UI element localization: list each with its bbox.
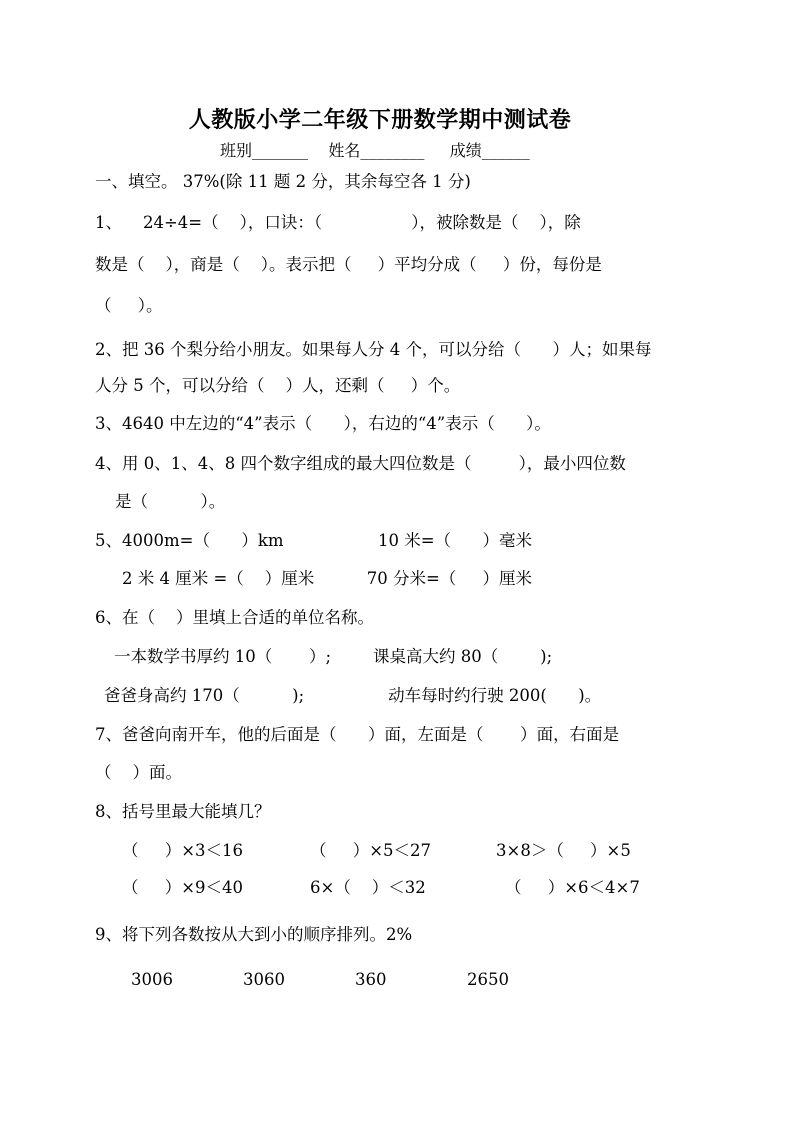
- question-2-line-2: 人分 5 个，可以分给（ ）人，还剩（ ）个。: [95, 376, 461, 395]
- question-3-line-1: 3、4640 中左边的“4”表示（ ），右边的“4”表示（ ）。: [95, 414, 551, 433]
- question-1-line-2: 数是（ ），商是（ ）。表示把（ ）平均分成（ ）份，每份是: [95, 255, 602, 274]
- question-2-line-1: 2、把 36 个梨分给小朋友。如果每人分 4 个，可以分给（ ）人；如果每: [95, 340, 652, 359]
- question-8-line-1: 8、括号里最大能填几？: [95, 802, 271, 821]
- question-9-number: 3060: [243, 970, 285, 989]
- question-6-line-2: 一本数学书厚约 10（ ）; 课桌高大约 80（ );: [114, 647, 553, 666]
- question-6-line-3: 爸爸身高约 170（ ); 动车每时约行驶 200( )。: [104, 686, 602, 705]
- student-info-line: 班别_______ 姓名________ 成绩______: [220, 141, 530, 160]
- question-9-number: 3006: [131, 970, 173, 989]
- question-7-line-1: 7、爸爸向南开车，他的后面是（ ）面，左面是（ ）面，右面是: [95, 725, 620, 744]
- question-7-line-2: （ ）面。: [95, 763, 182, 782]
- question-9-line-1: 9、将下列各数按从大到小的顺序排列。2%: [95, 925, 413, 944]
- question-9-number: 360: [355, 970, 387, 989]
- question-5-line-1: 5、4000m=（ ）km 10 米=（ ）毫米: [95, 531, 533, 550]
- question-9-number: 2650: [467, 970, 509, 989]
- question-8-item: （ ）×3＜16: [122, 841, 244, 860]
- question-4-line-1: 4、用 0、1、4、8 四个数字组成的最大四位数是（ ），最小四位数: [95, 454, 626, 473]
- question-8-item: 6×（ ）＜32: [310, 878, 426, 897]
- question-8-item: （ ）×9＜40: [122, 878, 244, 897]
- question-4-line-2: 是（ ）。: [115, 492, 226, 511]
- question-8-item: （ ）×5＜27: [310, 841, 432, 860]
- question-6-line-1: 6、在（ ）里填上合适的单位名称。: [95, 608, 374, 627]
- section-heading: 一、填空。 37%(除 11 题 2 分，其余每空各 1 分): [95, 172, 471, 191]
- question-1-line-3: （ ）。: [95, 296, 163, 315]
- question-5-line-2: 2 米 4 厘米 =（ ）厘米 70 分米=（ ）厘米: [122, 569, 533, 588]
- page-title: 人教版小学二年级下册数学期中测试卷: [188, 107, 572, 133]
- question-1-line-1: 1、 24÷4=（ ），口诀：（ ），被除数是（ ），除: [95, 213, 581, 232]
- question-8-item: 3×8＞（ ）×5: [496, 841, 631, 860]
- question-8-item: （ ）×6＜4×7: [505, 878, 640, 897]
